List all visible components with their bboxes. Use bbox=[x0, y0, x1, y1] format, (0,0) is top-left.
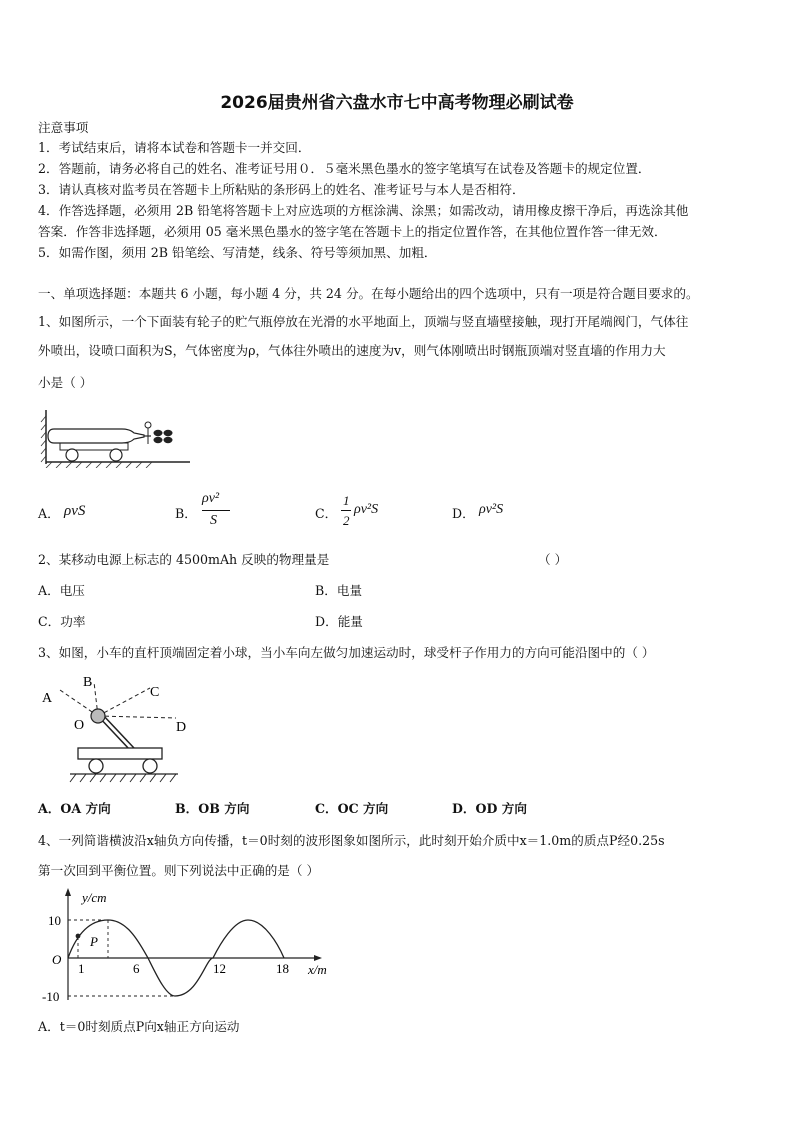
section-heading: 一、单项选择题：本题共 6 小题，每小题 4 分，共 24 分。在每小题给出的四个选项中，只有一项是符合题目要求的。 bbox=[38, 286, 699, 301]
q4-x-tick-12: 12 bbox=[213, 961, 226, 976]
q1-line3: 小是（ ） bbox=[38, 375, 93, 390]
q2-option-b: B．电量 bbox=[315, 583, 363, 598]
q1-gas-bottle-figure bbox=[40, 404, 200, 468]
q4-origin-label: O bbox=[52, 952, 62, 967]
q3-stem: 3、如图，小车的直杆顶端固定着小球，当小车向左做匀加速运动时，球受杆子作用力的方向可能沿图中的（ ） bbox=[38, 645, 655, 660]
q4-y-tick-10: 10 bbox=[48, 913, 61, 928]
q1-option-c-one: 1 bbox=[343, 493, 350, 508]
notice-item-3: 3．请认真核对监考员在答题卡上所粘贴的条形码上的姓名、准考证号与本人是否相符． bbox=[38, 182, 525, 197]
q4-line2: 第一次回到平衡位置。则下列说法中正确的是（ ） bbox=[38, 863, 320, 878]
q3-option-b: B．OB 方向 bbox=[175, 801, 250, 816]
page-title: 2026届贵州省六盘水市七中高考物理必刷试卷 bbox=[220, 93, 574, 113]
q4-y-tick-neg10: -10 bbox=[42, 989, 60, 1004]
q1-option-d-label: D． bbox=[452, 506, 475, 521]
q1-option-c-label: C． bbox=[315, 506, 338, 521]
q3-label-b: B bbox=[83, 675, 93, 690]
q1-option-c-two: 2 bbox=[343, 513, 350, 528]
q3-option-c: C．OC 方向 bbox=[315, 801, 389, 816]
notice-item-5: 5．如需作图，须用 2B 铅笔绘、写清楚，线条、符号等须加黑、加粗． bbox=[38, 245, 437, 260]
q2-stem: 2、某移动电源上标志的 4500mAh 反映的物理量是 bbox=[38, 552, 330, 567]
q4-y-axis-label: y/cm bbox=[82, 890, 107, 905]
q1-option-a: ρvS bbox=[64, 503, 86, 519]
notice-item-4: 4．作答选择题，必须用 2B 铅笔将答题卡上对应选项的方框涂满、涂黑；如需改动，请用橡皮擦干净后，再选涂其他 bbox=[38, 203, 689, 218]
q2-option-c: C．功率 bbox=[38, 614, 86, 629]
q3-option-d: D．OD 方向 bbox=[452, 801, 527, 816]
q1-option-b-label: B． bbox=[175, 506, 197, 521]
q4-line1: 4、一列简谐横波沿x轴负方向传播，t＝0时刻的波形图象如图所示，此时刻开始介质中x＝1.0m的质点P经0.25s bbox=[38, 833, 665, 848]
q1-option-c-fraction-bar bbox=[341, 510, 351, 511]
q1-line2: 外喷出，设喷口面积为S，气体密度为ρ，气体往外喷出的速度为v，则气体刚喷出时钢瓶顶端对竖直墙的作用力大 bbox=[38, 343, 666, 358]
q4-x-tick-6: 6 bbox=[133, 961, 140, 976]
q1-option-d: ρv²S bbox=[479, 502, 504, 517]
q1-line1: 1、如图所示，一个下面装有轮子的贮气瓶停放在光滑的水平地面上，顶端与竖直墙壁接触，现打开尾端阀门，气体往 bbox=[38, 314, 689, 329]
notice-item-4-cont: 答案．作答非选择题，必须用 05 毫米黑色墨水的签字笔在答题卡上的指定位置作答，在其他位置作答一律无效． bbox=[38, 224, 667, 239]
q3-option-a: A．OA 方向 bbox=[38, 801, 111, 816]
q4-point-p-marker bbox=[76, 934, 81, 939]
notice-item-2: 2．答题前，请务必将自己的姓名、准考证号用０．５毫米黑色墨水的签字笔填写在试卷及答题卡的规定位置． bbox=[38, 161, 651, 176]
q4-x-tick-1: 1 bbox=[78, 961, 85, 976]
q1-option-a-label: A． bbox=[38, 506, 60, 521]
q3-label-c: C bbox=[150, 685, 160, 700]
q1-option-c: ρv²S bbox=[354, 502, 379, 517]
q3-label-o: O bbox=[74, 718, 85, 733]
q3-cart-figure bbox=[38, 668, 198, 790]
q4-wave-graph bbox=[38, 884, 348, 1008]
notice-heading: 注意事项 bbox=[38, 120, 89, 135]
q3-label-d: D bbox=[176, 720, 187, 735]
q1-option-b-denominator: S bbox=[210, 513, 217, 528]
q4-x-axis-label: x/m bbox=[308, 962, 327, 977]
q4-x-tick-18: 18 bbox=[276, 961, 289, 976]
q2-option-a: A．电压 bbox=[38, 583, 85, 598]
q1-option-b-fraction-bar bbox=[202, 510, 230, 511]
q4-option-a: A．t＝0时刻质点P向x轴正方向运动 bbox=[38, 1019, 240, 1034]
q1-option-b-numerator: ρv² bbox=[202, 491, 220, 506]
notice-item-1: 1．考试结束后，请将本试卷和答题卡一并交回． bbox=[38, 140, 311, 155]
q2-option-d: D．能量 bbox=[315, 614, 363, 629]
q3-label-a: A bbox=[42, 691, 53, 706]
q4-point-p-label: P bbox=[90, 934, 98, 949]
q2-answer-paren: （ ） bbox=[538, 552, 568, 567]
